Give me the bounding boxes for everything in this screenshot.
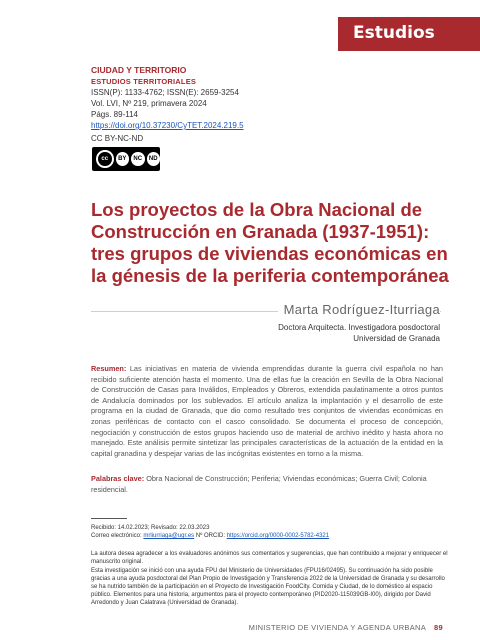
orcid-label: Nº ORCID: xyxy=(195,533,226,539)
footnote-thanks: La autora desea agradecer a los evaluadores anónimos sus comentarios y sugerencias, que han contribuido a mejorar y enriquecer el manuscrito original. xyxy=(91,551,448,565)
footnote-divider xyxy=(91,518,127,519)
license-text: CC BY-NC-ND xyxy=(91,134,144,143)
footnote-received xyxy=(91,524,451,540)
nc-icon: NC xyxy=(131,152,145,166)
article-title: Los proyectos de la Obra Nacional de Construcción en Granada (1937-1951): tres grupos de viviendas económicas en la génesis de la periferia contemporánea xyxy=(91,199,449,286)
page-footer xyxy=(249,623,443,632)
issn: ISSN(P): 1133-4762; ISSN(E): 2659-3254 xyxy=(91,88,239,97)
abstract-text: Las iniciativas en materia de vivienda emprendidas durante la guerra civil española no han recibido suficiente atención hasta el momento. Una de ellas fue la creación en Sevilla de la Obra Nacional de Construcción de Casas para Inválidos, Empleados y Obreros, extendida paulatinamente a otros puntos de Andalucía dominados por los sublevados. El artículo analiza la implantación y el desarrollo de este programa en la ciudad de Granada, que dio como resultado tres conjuntos de viviendas económicas en zonas periféricas de contacto con el casco consolidado. Se documenta el proceso de concepción, negociación y construcción de estos grupos haciendo uso de material de archivo inédito y hasta ahora no manejado. Este análisis permite sintetizar las principales características de la actuación de la entidad en la capital granadina y despejar varias de las incógnitas existentes en torno a la misma. xyxy=(91,364,443,458)
journal-info xyxy=(91,65,244,144)
received-dates: Recibido: 14.02.2023; Revisado: 22.03.2023 xyxy=(91,525,210,531)
contact-line xyxy=(91,532,451,540)
doi-link[interactable]: https://doi.org/10.37230/CyTET.2024.219.5 xyxy=(91,121,244,130)
cc-license-badge[interactable] xyxy=(92,147,160,171)
volume: Vol. LVI, Nº 219, primavera 2024 xyxy=(91,99,207,108)
by-icon: BY xyxy=(116,152,130,166)
keywords-label: Palabras clave: xyxy=(91,474,145,483)
page-number: 89 xyxy=(434,623,443,632)
nd-icon: ND xyxy=(147,152,161,166)
journal-subtitle: ESTUDIOS TERRITORIALES xyxy=(91,77,197,86)
footnote-funding: Esta investigación se inició con una ayuda FPU del Ministerio de Universidades (FPU16/02495). Su continuación ha sido posible gracias a una ayuda posdoctoral del Plan Propio de Investigación y Transferencia 2022 de la Universidad de Granada y su desarrollo se ha nutrido también de la participación en el Proyecto de Investigación FoodCity. Comida y Ciudad, de lo doméstico al espacio público. Elementos para una historia, argumentos para el proyecto contemporáneo (PID2020-115039GB-I00), dirigido por David Arredondo y Juan Calatrava (Universidad de Granada). xyxy=(91,568,445,606)
section-tag: Estudios xyxy=(338,17,480,51)
email-label: Correo electrónico: xyxy=(91,533,142,539)
cc-icon: cc xyxy=(96,150,114,168)
abstract xyxy=(91,364,443,459)
author-name: Marta Rodríguez-Iturriaga xyxy=(278,302,440,317)
journal-title: CIUDAD Y TERRITORIO xyxy=(91,65,187,75)
orcid-link[interactable]: https://orcid.org/0000-0002-5782-4321 xyxy=(226,533,330,539)
keywords-text: Obra Nacional de Construcción; Periferia; Viviendas económicas; Guerra Civil; Colonia residencial. xyxy=(91,474,427,494)
abstract-label: Resumen: xyxy=(91,364,127,373)
email-link[interactable]: mrliurriaga@ugr.es xyxy=(143,533,195,539)
affiliation-line-1: Doctora Arquitecta. Investigadora posdoctoral xyxy=(278,323,440,332)
author-affiliation xyxy=(278,322,440,344)
affiliation-line-2: Universidad de Granada xyxy=(353,334,440,343)
pages: Págs. 89-114 xyxy=(91,110,138,119)
publisher-name: MINISTERIO DE VIVIENDA Y AGENDA URBANA xyxy=(248,623,426,632)
keywords xyxy=(91,474,443,495)
